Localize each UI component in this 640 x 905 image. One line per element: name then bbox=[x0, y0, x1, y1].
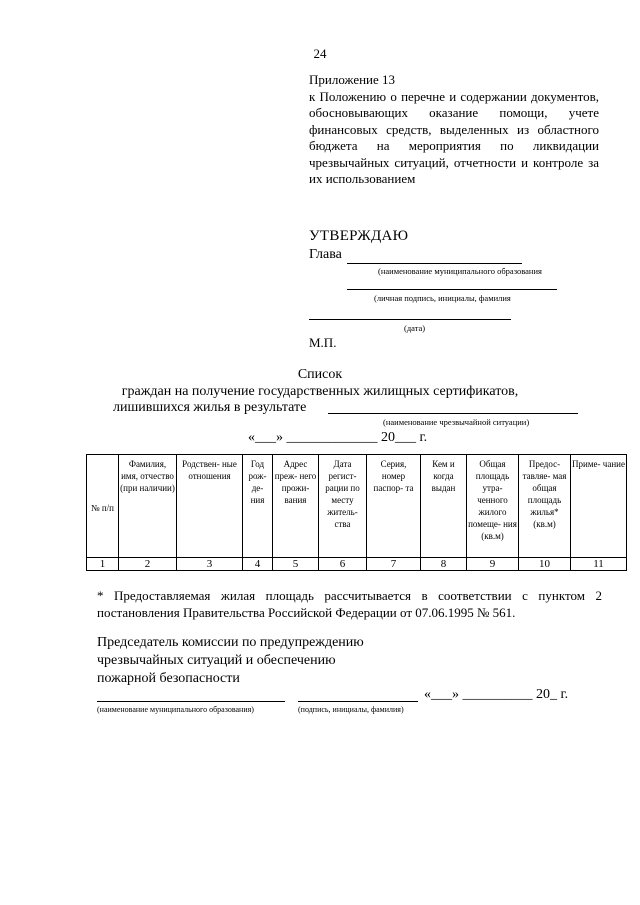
page-number: 24 bbox=[313, 46, 327, 61]
date-blank-line bbox=[309, 319, 511, 320]
municipality-blank-line bbox=[347, 263, 522, 264]
header-cell: Приме- чание bbox=[571, 455, 627, 558]
column-number: 9 bbox=[467, 558, 519, 571]
header-cell: Предос- тавляе- мая общая площадь жилья* (кв.м) bbox=[519, 455, 571, 558]
column-number: 3 bbox=[177, 558, 243, 571]
header-cell: Общая площадь утра- ченного жилого помеще- ния (кв.м) bbox=[467, 455, 519, 558]
column-number: 2 bbox=[119, 558, 177, 571]
appendix-block bbox=[309, 72, 599, 188]
chair-line: Председатель комиссии по предупреждению bbox=[97, 635, 364, 650]
date-caption: (дата) bbox=[404, 323, 426, 333]
signature-blank-line bbox=[298, 701, 418, 702]
column-number: 8 bbox=[421, 558, 467, 571]
table-row bbox=[87, 558, 627, 571]
signature-caption: (подпись, инициалы, фамилия) bbox=[298, 705, 404, 714]
header-cell: Серия, номер паспор- та bbox=[367, 455, 421, 558]
appendix-title: Приложение 13 bbox=[309, 72, 396, 87]
column-number: 5 bbox=[273, 558, 319, 571]
signature-blank-line bbox=[347, 289, 557, 290]
column-number: 11 bbox=[571, 558, 627, 571]
signature-date: «___» __________ 20_ г. bbox=[424, 687, 569, 702]
header-cell: № п/п bbox=[87, 455, 119, 558]
column-number: 7 bbox=[367, 558, 421, 571]
header-cell: Год рож- де- ния bbox=[243, 455, 273, 558]
table-header-row bbox=[87, 455, 627, 558]
head-label: Глава bbox=[309, 247, 342, 262]
header-cell: Адрес преж- него прожи- вания bbox=[273, 455, 319, 558]
emergency-blank-line bbox=[328, 413, 578, 414]
header-cell: Родствен- ные отношения bbox=[177, 455, 243, 558]
chair-title bbox=[97, 634, 427, 688]
chair-line: чрезвычайных ситуаций и обеспечению bbox=[97, 653, 336, 668]
list-date: «___» _____________ 20___ г. bbox=[248, 430, 428, 445]
column-number: 1 bbox=[87, 558, 119, 571]
emergency-caption: (наименование чрезвычайной ситуации) bbox=[383, 417, 530, 427]
column-number: 6 bbox=[319, 558, 367, 571]
approve-heading: УТВЕРЖДАЮ bbox=[309, 228, 409, 244]
header-cell: Фамилия, имя, отчество (при наличии) bbox=[119, 455, 177, 558]
column-number: 4 bbox=[243, 558, 273, 571]
municipality-blank-line bbox=[97, 701, 285, 702]
list-subtitle-2: лишившихся жилья в результате bbox=[113, 400, 307, 415]
appendix-body: к Положению о перечне и содержании документов, обосновывающих оказание помощи, учете финансовых средств, выделенных из областного бюджета на мероприятия по ликвидации чрезвычайных ситуаций, отчетности и контроле за их использованием bbox=[309, 88, 599, 186]
chair-line: пожарной безопасности bbox=[97, 671, 240, 686]
header-cell: Дата регист- рации по месту житель- ства bbox=[319, 455, 367, 558]
header-cell: Кем и когда выдан bbox=[421, 455, 467, 558]
citizens-table bbox=[86, 454, 627, 571]
municipality-caption: (наименование муниципального образования bbox=[378, 266, 542, 276]
footnote: * Предоставляемая жилая площадь рассчитывается в соответствии с пунктом 2 постановления Правительства Российской Федерации от 07.06.1995 № 561. bbox=[97, 588, 602, 620]
seal-label: М.П. bbox=[309, 335, 337, 350]
list-title: Список bbox=[297, 367, 343, 382]
column-number: 10 bbox=[519, 558, 571, 571]
signature-caption: (личная подпись, инициалы, фамилия bbox=[374, 293, 511, 303]
municipality-caption: (наименование муниципального образования) bbox=[97, 705, 254, 714]
list-subtitle-1: граждан на получение государственных жилищных сертификатов, bbox=[121, 384, 519, 399]
